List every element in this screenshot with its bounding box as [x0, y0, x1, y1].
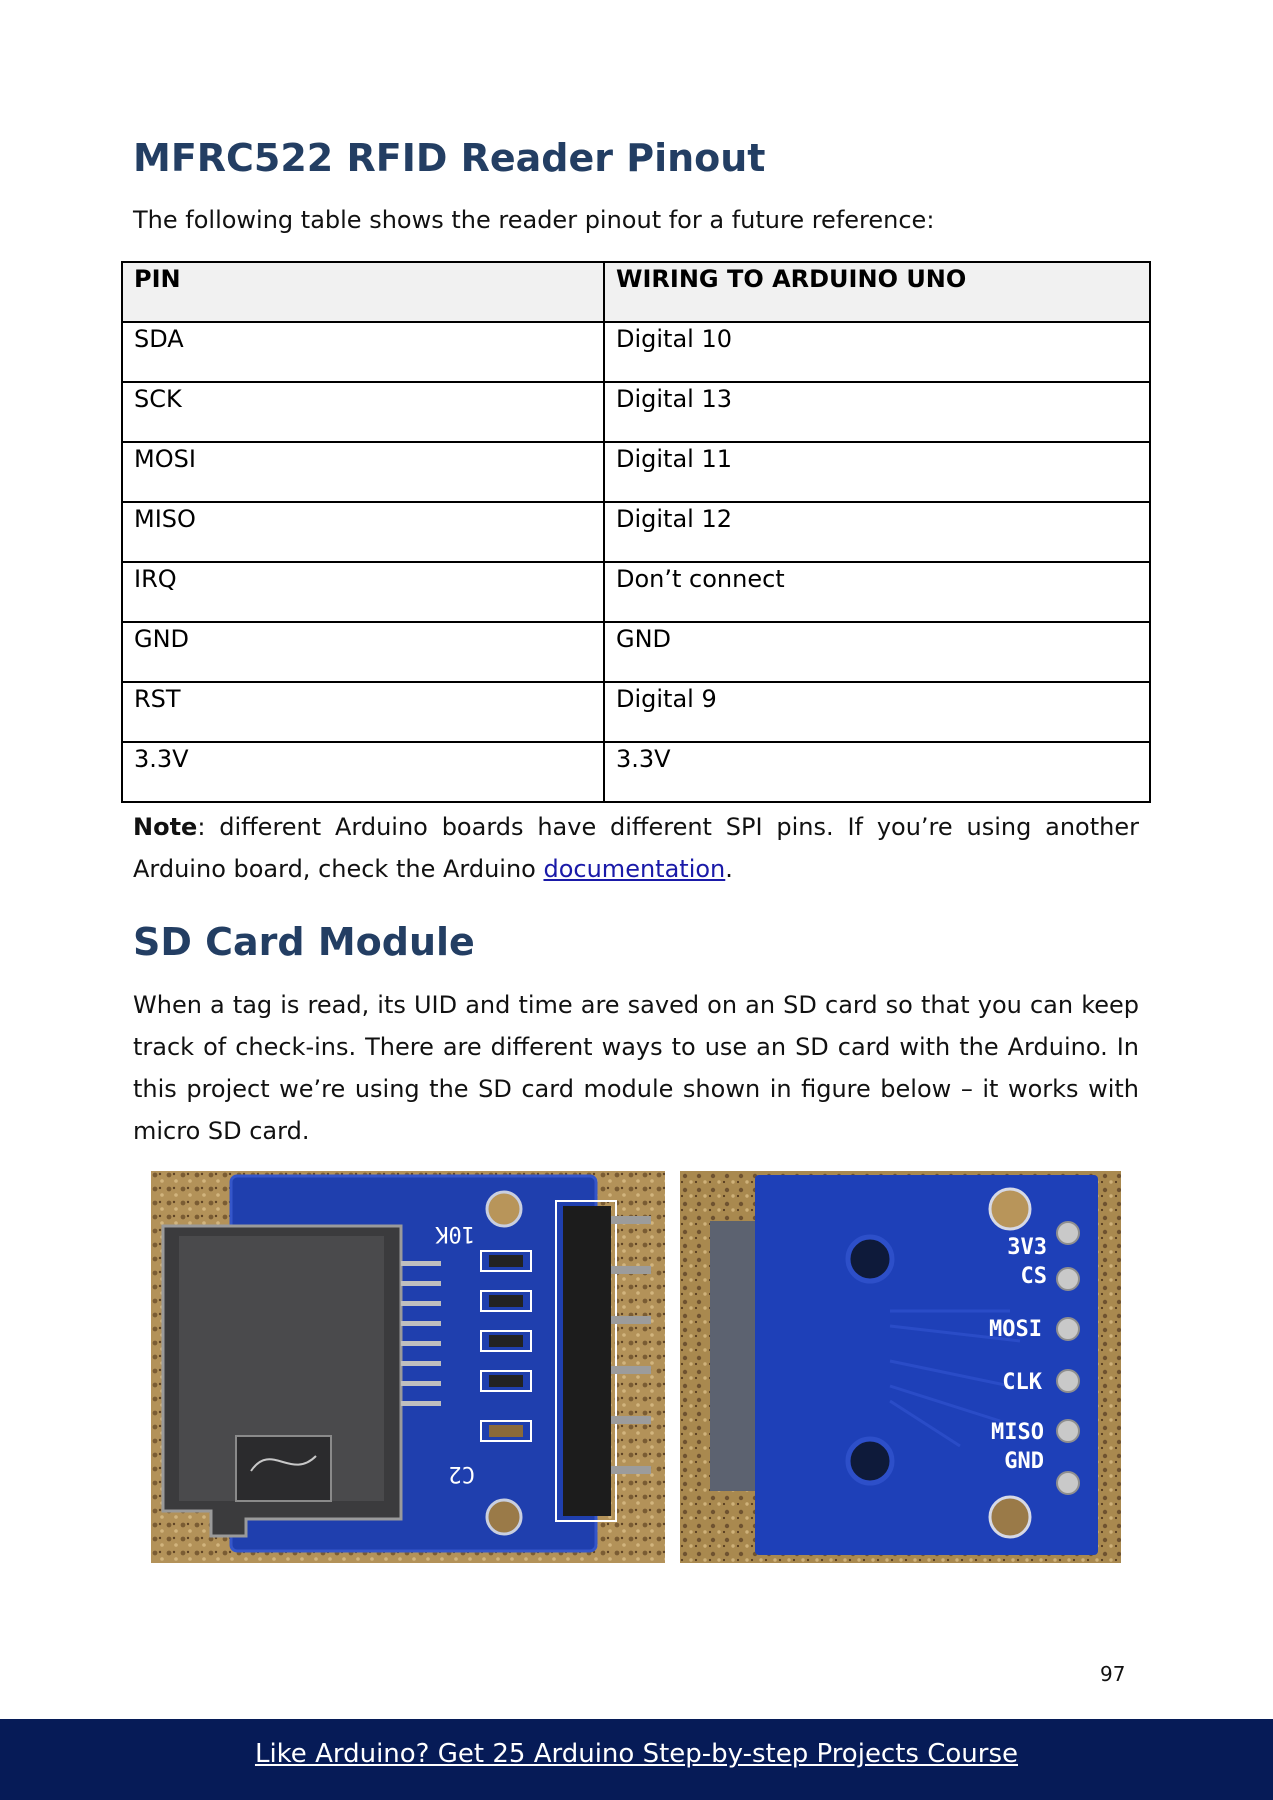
table-row	[122, 682, 1150, 742]
table-row	[122, 562, 1150, 622]
documentation-link[interactable]: documentation	[543, 855, 726, 883]
sd-module-front-illustration	[151, 1171, 665, 1563]
table-row	[122, 622, 1150, 682]
sd-card-paragraph: When a tag is read, its UID and time are saved on an SD card so that you can keep track of check-ins. There are different ways to use an SD card with the Arduino. In this project we’re using the SD card module shown in figure below – it works with micro SD card.	[133, 991, 1139, 1145]
table-cell-wiring: Digital 11	[604, 442, 1150, 502]
pin-label-cs: CS	[1020, 1264, 1047, 1289]
table-row	[122, 442, 1150, 502]
capacitor-label: C2	[448, 1461, 475, 1486]
table-cell-wiring: Digital 10	[604, 322, 1150, 382]
sd-module-back-photo	[680, 1171, 1121, 1563]
table-cell-pin: IRQ	[122, 562, 604, 622]
footer-banner	[0, 1719, 1273, 1800]
table-cell-pin: GND	[122, 622, 604, 682]
pinout-table	[121, 261, 1151, 803]
section-title-rfid-pinout: MFRC522 RFID Reader Pinout	[133, 136, 766, 180]
page-number: 97	[1100, 1662, 1126, 1686]
table-cell-pin: 3.3V	[122, 742, 604, 802]
pin-label-3v3: 3V3	[1007, 1235, 1047, 1260]
pin-label-miso: MISO	[991, 1420, 1044, 1445]
table-header-row	[122, 262, 1150, 322]
table-intro-text: The following table shows the reader pinout for a future reference:	[133, 206, 935, 234]
note-paragraph	[133, 806, 1139, 890]
sd-module-back-illustration	[680, 1171, 1121, 1563]
note-label: Note	[133, 813, 198, 841]
table-header-pin: PIN	[122, 262, 604, 322]
table-cell-pin: MOSI	[122, 442, 604, 502]
course-promo-link[interactable]: Like Arduino? Get 25 Arduino Step-by-step Projects Course	[254, 1739, 1019, 1769]
table-cell-wiring: GND	[604, 622, 1150, 682]
sd-module-front-photo	[151, 1171, 665, 1563]
table-row	[122, 322, 1150, 382]
table-row	[122, 502, 1150, 562]
table-cell-wiring: Digital 13	[604, 382, 1150, 442]
table-cell-wiring: 3.3V	[604, 742, 1150, 802]
table-cell-pin: SDA	[122, 322, 604, 382]
table-cell-wiring: Digital 12	[604, 502, 1150, 562]
note-text: : different Arduino boards have different SPI pins. If you’re using another Arduino board, check the Arduino	[133, 813, 1139, 883]
note-end: .	[725, 855, 733, 883]
pin-label-clk: CLK	[1002, 1370, 1042, 1395]
table-row	[122, 742, 1150, 802]
table-cell-wiring: Digital 9	[604, 682, 1150, 742]
resistor-label: 10K	[435, 1221, 475, 1246]
table-cell-pin: RST	[122, 682, 604, 742]
section-title-sd-card: SD Card Module	[133, 920, 475, 964]
table-row	[122, 382, 1150, 442]
table-cell-wiring: Don’t connect	[604, 562, 1150, 622]
table-cell-pin: SCK	[122, 382, 604, 442]
table-header-wiring: WIRING TO ARDUINO UNO	[604, 262, 1150, 322]
pin-label-mosi: MOSI	[989, 1317, 1042, 1342]
pin-label-gnd: GND	[1004, 1449, 1044, 1474]
table-cell-pin: MISO	[122, 502, 604, 562]
